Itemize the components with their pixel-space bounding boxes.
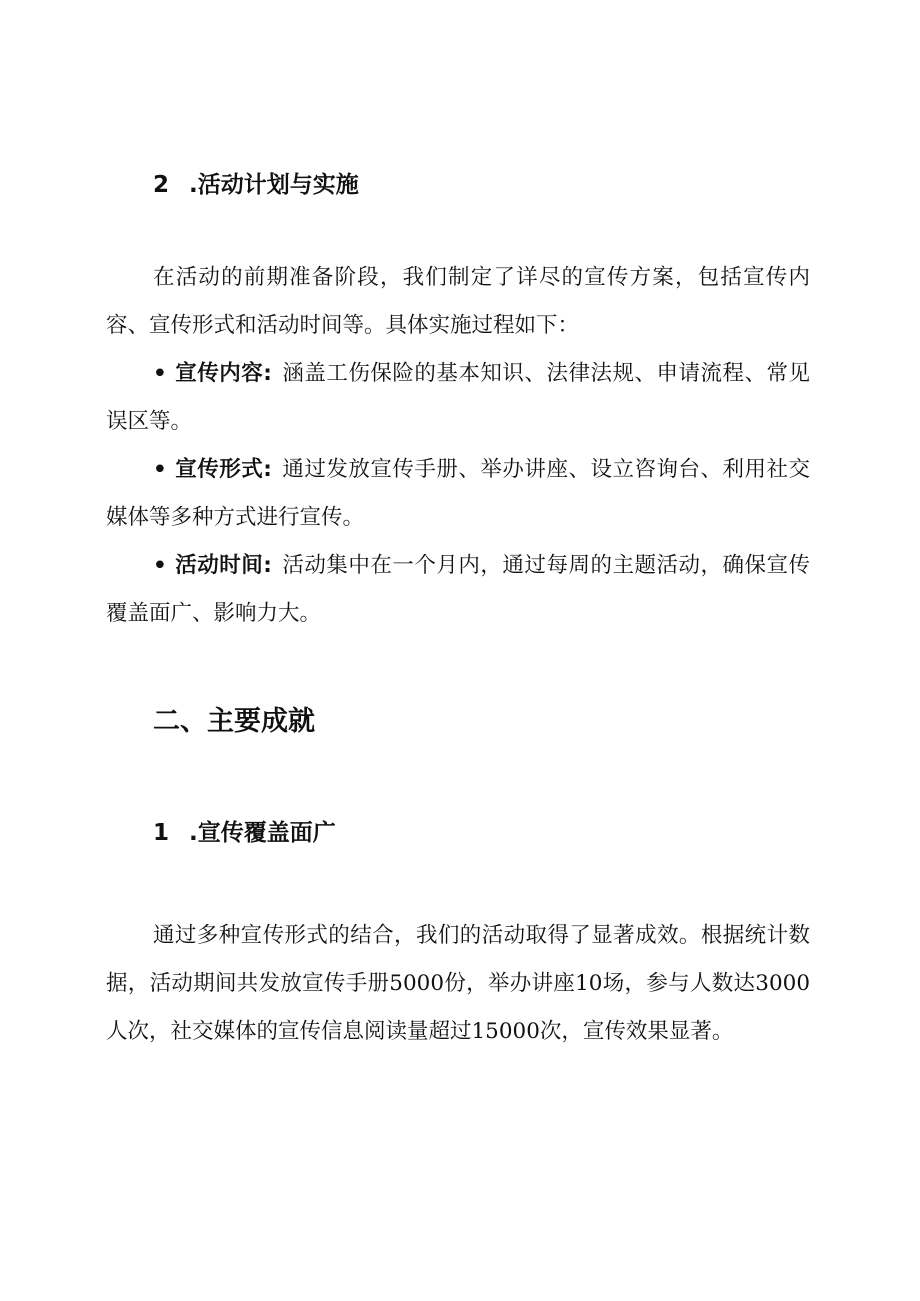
bullet-colon: : xyxy=(263,361,272,386)
bullet-colon: : xyxy=(263,553,272,578)
bullet-text: 涵盖工伤保险的基本知识、法律法规、申请流程、常见误区等。 xyxy=(106,361,810,434)
bullet-item-content xyxy=(106,350,810,446)
bullet-colon: : xyxy=(263,457,272,482)
bullet-label: 宣传内容 xyxy=(174,361,264,386)
heading-number: 1 xyxy=(153,820,170,846)
bullet-label: 活动时间 xyxy=(174,553,264,578)
heading-title: .宣传覆盖面广 xyxy=(189,820,336,846)
coverage-paragraph: 通过多种宣传形式的结合，我们的活动取得了显著成效。根据统计数据，活动期间共发放宣传手册5000份，举办讲座10场，参与人数达3000人次，社交媒体的宣传信息阅读量超过15000次，宣传效果显著。 xyxy=(106,923,810,1044)
bullet-item-form xyxy=(106,446,810,542)
plan-intro-paragraph: 在活动的前期准备阶段，我们制定了详尽的宣传方案，包括宣传内容、宣传形式和活动时间等。具体实施过程如下： xyxy=(106,265,810,338)
bullet-text: 通过发放宣传手册、举办讲座、设立咨询台、利用社交媒体等多种方式进行宣传。 xyxy=(106,457,810,530)
heading-main-achievements: 二、主要成就 xyxy=(153,706,315,737)
bullet-dot: • xyxy=(153,361,167,386)
heading-title: .活动计划与实施 xyxy=(189,172,359,198)
bullet-label: 宣传形式 xyxy=(174,457,264,482)
bullet-text: 活动集中在一个月内，通过每周的主题活动，确保宣传覆盖面广、影响力大。 xyxy=(106,553,810,626)
bullet-item-time xyxy=(106,542,810,638)
heading-activity-plan xyxy=(153,170,359,200)
heading-number: 2 xyxy=(153,172,170,198)
bullet-dot: • xyxy=(153,553,167,578)
heading-wide-coverage xyxy=(153,818,336,848)
bullet-dot: • xyxy=(153,457,167,482)
